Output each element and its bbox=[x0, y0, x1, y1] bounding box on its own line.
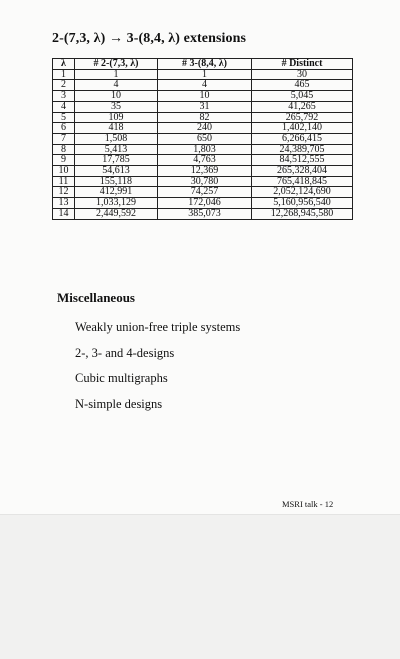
table-header-row bbox=[53, 59, 353, 70]
misc-heading: Miscellaneous bbox=[57, 290, 135, 305]
list-item: 2-, 3- and 4-designs bbox=[75, 345, 175, 360]
header-2-designs: # 2-(7,3, λ) bbox=[75, 59, 158, 70]
cell-2-designs: 4 bbox=[75, 80, 158, 91]
cell-3-designs: 172,046 bbox=[158, 198, 252, 209]
cell-3-designs: 4 bbox=[158, 80, 252, 91]
cell-3-designs: 650 bbox=[158, 133, 252, 144]
table-row bbox=[53, 198, 353, 209]
cell-2-designs: 35 bbox=[75, 101, 158, 112]
cell-lambda: 3 bbox=[53, 91, 75, 102]
cell-distinct: 84,512,555 bbox=[252, 155, 353, 166]
cell-distinct: 24,389,705 bbox=[252, 144, 353, 155]
table-row bbox=[53, 91, 353, 102]
cell-2-designs: 17,785 bbox=[75, 155, 158, 166]
header-3-designs: # 3-(8,4, λ) bbox=[158, 59, 252, 70]
table-row bbox=[53, 69, 353, 80]
header-distinct: # Distinct bbox=[252, 59, 353, 70]
table-row bbox=[53, 123, 353, 134]
cell-distinct: 12,268,945,580 bbox=[252, 208, 353, 219]
cell-distinct: 5,045 bbox=[252, 91, 353, 102]
cell-3-designs: 4,763 bbox=[158, 155, 252, 166]
table-row bbox=[53, 166, 353, 177]
cell-lambda: 1 bbox=[53, 69, 75, 80]
scan-background bbox=[0, 514, 400, 659]
list-item: N-simple designs bbox=[75, 396, 163, 411]
cell-3-designs: 240 bbox=[158, 123, 252, 134]
cell-2-designs: 1 bbox=[75, 69, 158, 80]
cell-3-designs: 10 bbox=[158, 91, 252, 102]
slide-title: 2-(7,3, λ) → 3-(8,4, λ) extensions bbox=[52, 31, 247, 46]
cell-lambda: 7 bbox=[53, 133, 75, 144]
cell-lambda: 10 bbox=[53, 166, 75, 177]
misc-list bbox=[75, 318, 240, 420]
cell-2-designs: 1,033,129 bbox=[75, 198, 158, 209]
cell-distinct: 30 bbox=[252, 69, 353, 80]
cell-lambda: 13 bbox=[53, 198, 75, 209]
table-body bbox=[53, 69, 353, 219]
cell-distinct: 5,160,956,540 bbox=[252, 198, 353, 209]
cell-3-designs: 1 bbox=[158, 69, 252, 80]
list-item: Weakly union-free triple systems bbox=[75, 320, 241, 334]
cell-lambda: 5 bbox=[53, 112, 75, 123]
cell-distinct: 41,265 bbox=[252, 101, 353, 112]
cell-lambda: 12 bbox=[53, 187, 75, 198]
cell-3-designs: 82 bbox=[158, 112, 252, 123]
cell-2-designs: 1,508 bbox=[75, 133, 158, 144]
cell-lambda: 2 bbox=[53, 80, 75, 91]
table-row bbox=[53, 208, 353, 219]
cell-lambda: 9 bbox=[53, 155, 75, 166]
cell-distinct: 265,792 bbox=[252, 112, 353, 123]
cell-lambda: 8 bbox=[53, 144, 75, 155]
cell-distinct: 765,418,845 bbox=[252, 176, 353, 187]
table-row bbox=[53, 101, 353, 112]
cell-2-designs: 2,449,592 bbox=[75, 208, 158, 219]
cell-lambda: 14 bbox=[53, 208, 75, 219]
cell-distinct: 265,328,404 bbox=[252, 166, 353, 177]
page-footer: MSRI talk - 12 bbox=[282, 499, 334, 509]
cell-lambda: 4 bbox=[53, 101, 75, 112]
cell-3-designs: 74,257 bbox=[158, 187, 252, 198]
header-lambda: λ bbox=[53, 59, 75, 70]
table-row bbox=[53, 133, 353, 144]
cell-lambda: 11 bbox=[53, 176, 75, 187]
cell-distinct: 1,402,140 bbox=[252, 123, 353, 134]
cell-distinct: 465 bbox=[252, 80, 353, 91]
table-row bbox=[53, 176, 353, 187]
extensions-table bbox=[52, 58, 353, 220]
cell-2-designs: 10 bbox=[75, 91, 158, 102]
table-row bbox=[53, 187, 353, 198]
cell-2-designs: 155,118 bbox=[75, 176, 158, 187]
table-row bbox=[53, 144, 353, 155]
cell-distinct: 6,266,415 bbox=[252, 133, 353, 144]
cell-3-designs: 1,803 bbox=[158, 144, 252, 155]
cell-2-designs: 418 bbox=[75, 123, 158, 134]
cell-distinct: 2,052,124,690 bbox=[252, 187, 353, 198]
cell-2-designs: 109 bbox=[75, 112, 158, 123]
table-row bbox=[53, 80, 353, 91]
cell-3-designs: 12,369 bbox=[158, 166, 252, 177]
cell-lambda: 6 bbox=[53, 123, 75, 134]
cell-2-designs: 54,613 bbox=[75, 166, 158, 177]
cell-3-designs: 31 bbox=[158, 101, 252, 112]
cell-3-designs: 30,780 bbox=[158, 176, 252, 187]
list-item: Cubic multigraphs bbox=[75, 371, 168, 385]
cell-2-designs: 5,413 bbox=[75, 144, 158, 155]
table-row bbox=[53, 155, 353, 166]
cell-3-designs: 385,073 bbox=[158, 208, 252, 219]
cell-2-designs: 412,991 bbox=[75, 187, 158, 198]
table-row bbox=[53, 112, 353, 123]
